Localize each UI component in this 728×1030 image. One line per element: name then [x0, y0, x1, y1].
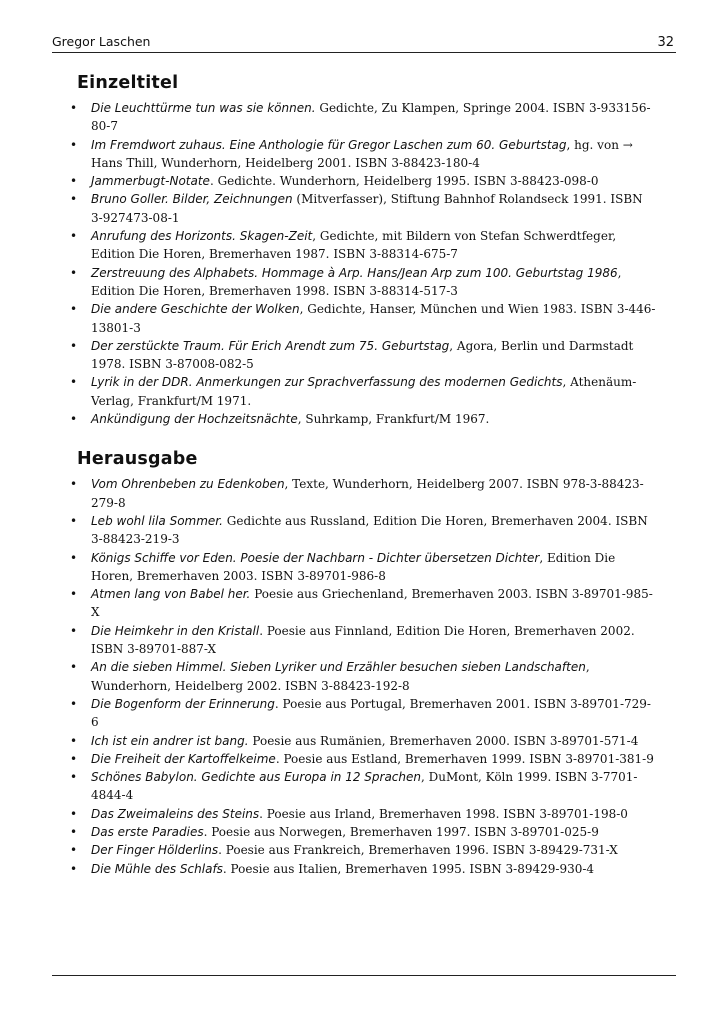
bibliography-entry	[68, 585, 658, 622]
entry-details: . Poesie aus Frankreich, Bremerhaven 1996. ISBN 3-89429-731-X	[218, 843, 618, 858]
bullet-icon: •	[70, 660, 78, 675]
bullet-icon: •	[70, 229, 78, 244]
entry-title: Die andere Geschichte der Wolken	[91, 302, 300, 317]
entry-title: Lyrik in der DDR. Anmerkungen zur Sprachverfassung des modernen Gedichts	[91, 375, 563, 390]
entry-title: Königs Schiffe vor Eden. Poesie der Nachbarn - Dichter übersetzen Dichter	[91, 550, 540, 565]
entry-details: . Poesie aus Finnland, Edition Die Horen, Bremerhaven 2002. ISBN 3-89701-887-X	[91, 623, 635, 657]
entry-details: (Mitverfasser), Stiftung Bahnhof Rolandseck 1991. ISBN 3-927473-08-1	[91, 192, 643, 225]
bullet-icon: •	[70, 770, 78, 785]
bullet-icon: •	[70, 751, 78, 766]
entry-details: , Wunderhorn, Heidelberg 2002. ISBN 3-88423-192-8	[91, 660, 590, 693]
entry-title: Das erste Paradies	[91, 824, 204, 839]
page-number: 32	[657, 35, 674, 50]
entry-details: , Gedichte, Hanser, München und Wien 1983. ISBN 3-446-13801-3	[91, 302, 656, 335]
entry-title: Der Finger Hölderlins	[91, 843, 219, 858]
entry-title: Im Fremdwort zuhaus. Eine Anthologie für Gregor Laschen zum 60. Geburtstag	[91, 137, 567, 152]
entry-title: Ankündigung der Hochzeitsnächte	[91, 412, 298, 427]
entry-title: Die Leuchttürme tun was sie können.	[91, 101, 316, 115]
entry-details: Gedichte, Zu Klampen, Springe 2004. ISBN 3-933156-80-7	[91, 101, 651, 134]
page-header	[52, 28, 676, 53]
entry-details: Poesie aus Griechenland, Bremerhaven 2003. ISBN 3-89701-985-X	[91, 587, 653, 620]
entry-title: Anrufung des Horizonts. Skagen-Zeit	[91, 229, 313, 244]
bullet-icon: •	[70, 412, 78, 427]
bullet-icon: •	[70, 101, 78, 115]
bibliography-entry	[68, 695, 658, 732]
entry-title: Atmen lang von Babel her.	[91, 587, 251, 602]
bibliography-entry	[68, 860, 658, 878]
bullet-icon: •	[70, 824, 78, 839]
entry-details: , Athenäum-Verlag, Frankfurt/M 1971.	[91, 375, 637, 408]
entry-details: , Edition Die Horen, Bremerhaven 1998. ISBN 3-88314-517-3	[91, 265, 622, 298]
bibliography-entry	[68, 172, 658, 190]
bullet-icon: •	[70, 696, 78, 711]
bullet-icon: •	[70, 550, 78, 565]
entry-title: Zerstreuung des Alphabets. Hommage à Arp. Hans/Jean Arp zum 100. Geburtstag 1986	[91, 265, 618, 280]
bullet-icon: •	[70, 806, 78, 821]
bullet-icon: •	[70, 375, 78, 390]
bibliography-list-einzeltitel	[68, 99, 658, 428]
entry-details: Poesie aus Rumänien, Bremerhaven 2000. ISBN 3-89701-571-4	[248, 733, 639, 748]
bibliography-entry	[68, 823, 658, 841]
bullet-icon: •	[70, 192, 78, 207]
entry-title: Ich ist ein andrer ist bang.	[91, 733, 249, 748]
bullet-icon: •	[70, 733, 78, 748]
bibliography-entry	[68, 512, 658, 549]
entry-details: , Edition Die Horen, Bremerhaven 2003. ISBN 3-89701-986-8	[91, 550, 616, 583]
entry-title: Vom Ohrenbeben zu Edenkoben	[91, 477, 285, 492]
bullet-icon: •	[70, 174, 78, 189]
entry-title: Die Heimkehr in den Kristall	[91, 623, 260, 638]
bibliography-list-herausgabe	[68, 475, 658, 878]
bullet-icon: •	[70, 587, 78, 602]
bibliography-entry	[68, 410, 658, 428]
bibliography-entry	[68, 658, 658, 695]
entry-details: . Poesie aus Italien, Bremerhaven 1995. ISBN 3-89429-930-4	[222, 861, 595, 876]
bullet-icon: •	[70, 265, 78, 280]
entry-details: . Poesie aus Estland, Bremerhaven 1999. ISBN 3-89701-381-9	[275, 751, 654, 766]
entry-details: , Suhrkamp, Frankfurt/M 1967.	[297, 412, 490, 427]
bibliography-entry	[68, 768, 658, 805]
bibliography-entry	[68, 99, 658, 136]
bullet-icon: •	[70, 843, 78, 858]
entry-details: , Agora, Berlin und Darmstadt 1978. ISBN 3-87008-082-5	[91, 338, 634, 372]
bibliography-entry	[68, 373, 658, 410]
bibliography-entry	[68, 227, 658, 264]
entry-details: , Texte, Wunderhorn, Heidelberg 2007. ISBN 978-3-88423-279-8	[91, 477, 644, 510]
entry-title: An die sieben Himmel. Sieben Lyriker und Erzähler besuchen sieben Landschaften	[91, 660, 586, 675]
bibliography-entry	[68, 136, 658, 173]
entry-details: , DuMont, Köln 1999. ISBN 3-7701-4844-4	[91, 770, 638, 803]
entry-title: Leb wohl lila Sommer.	[91, 513, 223, 528]
entry-details: . Poesie aus Norwegen, Bremerhaven 1997. ISBN 3-89701-025-9	[203, 824, 599, 839]
entry-title: Die Mühle des Schlafs	[91, 861, 223, 876]
bullet-icon: •	[70, 861, 78, 876]
entry-details: , hg. von → Hans Thill, Wunderhorn, Heidelberg 2001. ISBN 3-88423-180-4	[91, 137, 633, 170]
entry-details: . Gedichte. Wunderhorn, Heidelberg 1995. ISBN 3-88423-098-0	[209, 174, 599, 189]
entry-title: Die Bogenform der Erinnerung	[91, 696, 275, 711]
bibliography-entry	[68, 475, 658, 512]
bullet-icon: •	[70, 477, 78, 492]
bibliography-entry	[68, 190, 658, 227]
entry-title: Jammerbugt-Notate	[91, 174, 210, 189]
bibliography-entry	[68, 622, 658, 659]
bibliography-entry	[68, 841, 658, 859]
bullet-icon: •	[70, 623, 78, 638]
bullet-icon: •	[70, 338, 78, 353]
footer-rule	[52, 975, 676, 976]
entry-details: Gedichte aus Russland, Edition Die Horen, Bremerhaven 2004. ISBN 3-88423-219-3	[91, 513, 648, 547]
running-header-author: Gregor Laschen	[52, 34, 151, 49]
bibliography-entry	[68, 732, 658, 750]
bibliography-entry	[68, 805, 658, 823]
bullet-icon: •	[70, 302, 78, 317]
bibliography-entry	[68, 750, 658, 768]
entry-details: . Poesie aus Portugal, Bremerhaven 2001. ISBN 3-89701-729-6	[91, 696, 651, 730]
section-heading-herausgabe: Herausgabe	[77, 449, 198, 470]
bibliography-entry	[68, 300, 658, 337]
entry-details: . Poesie aus Irland, Bremerhaven 1998. ISBN 3-89701-198-0	[259, 806, 628, 821]
section-heading-einzeltitel: Einzeltitel	[77, 73, 179, 93]
entry-title: Der zerstückte Traum. Für Erich Arendt zum 75. Geburtstag	[91, 338, 450, 353]
bibliography-entry	[68, 549, 658, 586]
bibliography-entry	[68, 337, 658, 374]
entry-title: Schönes Babylon. Gedichte aus Europa in 12 Sprachen	[91, 770, 421, 785]
entry-title: Bruno Goller. Bilder, Zeichnungen	[91, 192, 293, 207]
entry-title: Das Zweimaleins des Steins	[91, 806, 260, 821]
entry-title: Die Freiheit der Kartoffelkeime	[91, 751, 276, 766]
bullet-icon: •	[70, 513, 78, 528]
page-content	[68, 68, 658, 878]
bullet-icon: •	[70, 137, 78, 152]
entry-details: , Gedichte, mit Bildern von Stefan Schwerdtfeger, Edition Die Horen, Bremerhaven 1987. ISBN 3-88314-675-7	[91, 229, 617, 262]
bibliography-entry	[68, 264, 658, 301]
